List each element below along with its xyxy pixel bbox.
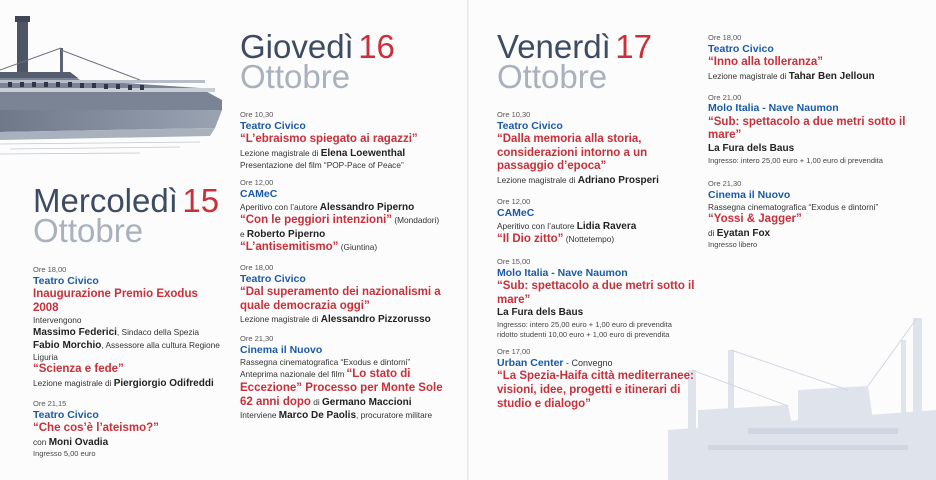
ship-illustration-right (668, 310, 936, 480)
friday-events (497, 110, 702, 412)
event-title: Inaugurazione Premio Exodus 2008 (33, 287, 198, 314)
event-text (33, 377, 223, 390)
person-name: Fabio Morchio (33, 340, 102, 352)
event-venue: Teatro Civico (240, 272, 306, 285)
performer-name: La Fura dels Baus (708, 143, 795, 155)
event-venue: Molo Italia - Nave Naumon (708, 102, 839, 115)
day-number: 15 (182, 182, 220, 219)
event-time: Ore 21,30 (708, 179, 742, 189)
event-title: “Yossi & Jagger” (708, 213, 802, 226)
person-name: Alessandro Piperno (319, 202, 415, 214)
person-name: Adriano Prosperi (577, 175, 659, 187)
event-price: Ingresso 5,00 euro (33, 448, 96, 458)
event-time: Ore 21,15 (33, 398, 67, 408)
event-title: “La Spezia-Haifa città mediterranee: visioni, idee, progetti e itinerari di studio e dialogo” (497, 370, 694, 410)
month-name: Ottobre (497, 58, 608, 95)
event-text (240, 409, 445, 422)
person-name: Elena Loewenthal (320, 147, 406, 159)
person-name: Lidia Ravera (576, 221, 637, 233)
event-title: “Dalla memoria alla storia, considerazioni intorno a un passaggio d’epoca” (497, 132, 648, 173)
event (240, 334, 445, 422)
event-venue: Teatro Civico (33, 274, 99, 287)
event-label: di (708, 227, 717, 238)
event-venue: Cinema il Nuovo (708, 189, 791, 202)
event-text (497, 220, 702, 233)
event (708, 179, 908, 249)
person-name: Germano Maccioni (322, 396, 412, 408)
event-venue: Teatro Civico (33, 408, 99, 421)
event-text (240, 201, 445, 214)
thursday-events (240, 110, 445, 422)
event-text: Rassegna cinematografica “Exodus e dintorni” (240, 357, 411, 368)
event-venue: CAMeC (240, 188, 278, 201)
event-label: Lezione magistrale di (708, 70, 789, 81)
person-name: Moni Ovadia (48, 436, 109, 448)
day-number: 16 (358, 28, 395, 65)
day-name: Giovedì (240, 28, 354, 65)
event-text: Intervengono (33, 315, 82, 326)
heading-thursday (240, 30, 395, 93)
event (240, 178, 445, 254)
person-name: Alessandro Pizzorusso (320, 314, 431, 326)
day-name: Venerdì (497, 28, 611, 65)
venue-type: - Convegno (563, 358, 613, 369)
event-venue: Teatro Civico (497, 119, 563, 132)
event-price: Ingresso: intero 25,00 euro + 1,00 euro di prevendita (497, 319, 672, 329)
person-name: Piergiorgio Odifreddi (113, 377, 214, 389)
event (497, 257, 702, 339)
event-text (240, 214, 445, 228)
event-label: di (310, 396, 322, 407)
event-venue: CAMeC (497, 207, 535, 220)
publisher: (Mondadori) (392, 215, 440, 226)
event-text (33, 436, 223, 449)
person-name: Marco De Paolis (278, 410, 357, 422)
person-name: Eyatan Fox (716, 227, 771, 239)
person-role: , Assessore alla cultura Regione Liguria (33, 340, 220, 363)
person-role: , Sindaco della Spezia (116, 327, 200, 338)
event-venue (497, 357, 702, 370)
event-label: Anteprima nazionale del film (240, 369, 347, 380)
event-text: Presentazione del film “POP-Pace of Peace” (240, 159, 404, 170)
event-label: Lezione magistrale di (240, 314, 321, 325)
event-time: Ore 18,00 (33, 265, 67, 274)
performer-name: La Fura dels Baus (497, 307, 584, 319)
event (33, 265, 223, 390)
event-time: Ore 21,00 (708, 92, 742, 102)
heading-wednesday (33, 184, 219, 247)
event-venue: Molo Italia - Nave Naumon (497, 266, 628, 279)
event-title: “Sub: spettacolo a due metri sotto il mare” (497, 279, 695, 306)
event-time: Ore 21,30 (240, 334, 274, 344)
month-name: Ottobre (240, 58, 351, 95)
event-text (33, 339, 223, 363)
event (497, 110, 702, 187)
day-number: 17 (615, 28, 652, 65)
publisher: (Giuntina) (338, 242, 378, 253)
event (708, 93, 908, 166)
event-label: Interviene (240, 410, 279, 421)
event-text (240, 241, 445, 255)
page-fold (467, 0, 469, 480)
month-name: Ottobre (33, 212, 144, 249)
event-text (240, 368, 445, 409)
event-time: Ore 10,30 (497, 110, 531, 119)
event (497, 347, 702, 411)
event-text (240, 313, 445, 326)
day-name: Mercoledì (33, 182, 178, 219)
event-label: e (240, 229, 247, 240)
event-text: Rassegna cinematografica “Exodus e dintorni” (708, 202, 879, 213)
person-name: Roberto Piperno (246, 229, 326, 241)
event-label: Aperitivo con l’autore (497, 221, 577, 232)
event-text (240, 147, 445, 160)
event-text (240, 228, 445, 241)
event-text (708, 70, 908, 83)
venue-name: Urban Center (497, 357, 564, 370)
event-title: “Con le peggiori intenzioni” (240, 214, 393, 227)
event-venue: Teatro Civico (708, 42, 774, 55)
event-text (33, 326, 223, 339)
publisher: (Nottetempo) (563, 234, 615, 245)
event-price: Ingresso: intero 25,00 euro + 1,00 euro di prevendita (708, 155, 883, 165)
event-time: Ore 18,00 (240, 262, 274, 272)
event-label: Lezione magistrale di (497, 175, 578, 186)
event-text (497, 233, 702, 247)
event-time: Ore 10,30 (240, 110, 274, 119)
event-venue: Teatro Civico (240, 119, 306, 132)
event-time: Ore 15,00 (497, 256, 531, 266)
event-label: Lezione magistrale di (33, 377, 114, 388)
event (708, 33, 908, 83)
event-title: “L’ebraismo spiegato ai ragazzi” (240, 132, 418, 145)
friday-events-continued (708, 33, 908, 250)
event-title: “Sub: spettacolo a due metri sotto il mare” (708, 115, 906, 142)
event-label: Aperitivo con l’autore (240, 202, 320, 213)
heading-friday (497, 30, 652, 93)
person-role: , procuratore militare (356, 410, 433, 421)
person-name: Tahar Ben Jelloun (788, 70, 875, 82)
event-label: con (33, 436, 49, 447)
event-title: “Dal superamento dei nazionalismi a quale democrazia oggi” (240, 285, 441, 312)
event-time: Ore 18,00 (708, 33, 742, 42)
event (240, 110, 445, 170)
event (497, 197, 702, 247)
event-text (708, 227, 908, 240)
event-price: ridotto studenti 10,00 euro + 1,00 euro di prevendita (497, 329, 670, 339)
event-time: Ore 12,00 (240, 178, 274, 188)
ship-illustration-left (0, 10, 225, 170)
event-title: “Il Dio zitto” (497, 233, 564, 246)
event-title: “Lo stato di Eccezione” Processo per Monte Sole 62 anni dopo (240, 368, 443, 408)
event-title: “L’antisemitismo” (240, 241, 339, 254)
event-venue: Cinema il Nuovo (240, 344, 323, 357)
event (240, 263, 445, 326)
event-price: Ingresso libero (708, 239, 758, 249)
event-time: Ore 17,00 (497, 347, 531, 357)
event-title: “Che cos’è l’ateismo?” (33, 421, 159, 434)
event (33, 399, 223, 458)
event-title: “Inno alla tolleranza” (708, 55, 824, 68)
event-time: Ore 12,00 (497, 197, 531, 207)
person-name: Massimo Federici (33, 327, 117, 339)
event-label: Lezione magistrale di (240, 147, 321, 158)
event-text (497, 174, 702, 187)
event-title: “Scienza e fede” (33, 363, 124, 376)
wednesday-events (33, 265, 223, 458)
